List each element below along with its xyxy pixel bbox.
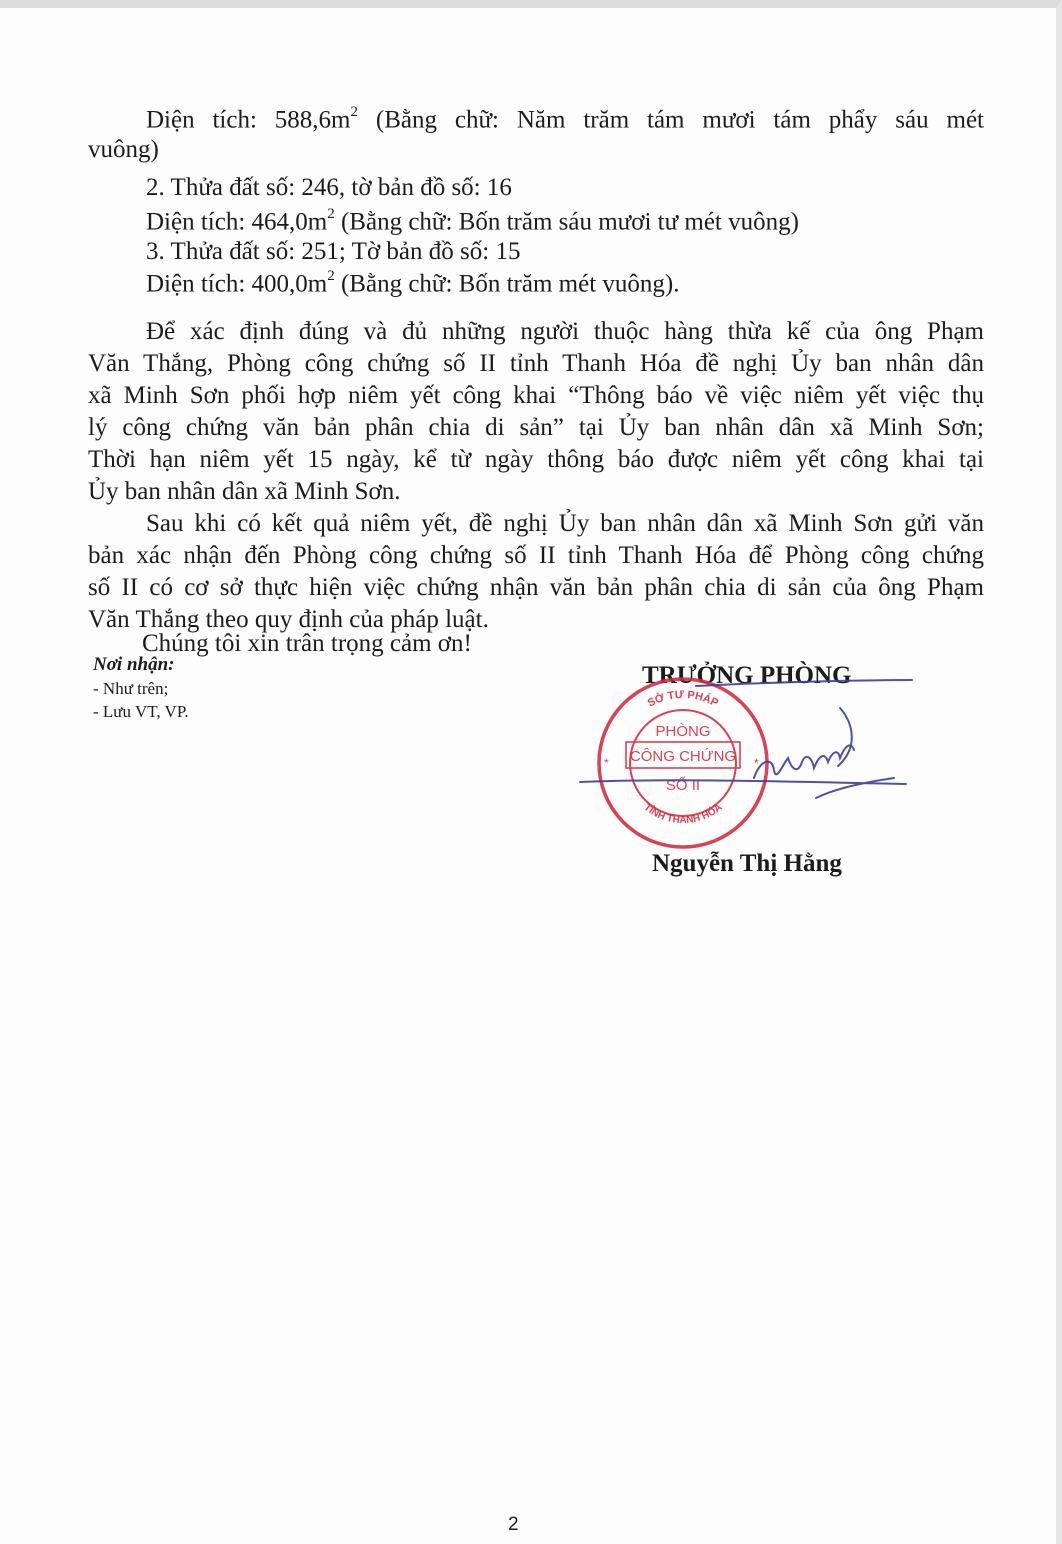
text-line: Văn Thắng, Phòng công chứng số II tỉnh Thanh Hóa đề nghị Ủy ban nhân dân: [88, 350, 984, 377]
text-line: 2. Thửa đất số: 246, tờ bản đồ số: 16: [146, 174, 512, 201]
signer-name: Nguyễn Thị Hằng: [652, 850, 842, 877]
text-line: số II có cơ sở thực hiện việc chứng nhận văn bản phân chia di sản của ông Phạm: [88, 574, 984, 601]
text-line: Văn Thắng theo quy định của pháp luật.: [88, 606, 489, 633]
recipient-item: - Lưu VT, VP.: [93, 702, 189, 721]
text-line: lý công chứng văn bản phân chia di sản” tại Ủy ban nhân dân xã Minh Sơn;: [88, 414, 984, 441]
text-line: Để xác định đúng và đủ những người thuộc hàng thừa kế của ông Phạm: [146, 318, 984, 345]
closing-thanks: Chúng tôi xin trân trọng cảm ơn!: [142, 630, 472, 657]
seal-line-3: SỐ II: [665, 777, 701, 794]
recipient-item: - Như trên;: [93, 679, 169, 698]
seal-ring-top-text: SỞ TƯ PHÁP: [645, 688, 721, 710]
text-line: Diện tích: $588,6m^2$ (Bằng chữ: Năm trăm tám mươi tám phẩy sáu mét: [146, 104, 984, 134]
recipients-header: Nơi nhận:: [93, 654, 175, 675]
seal-line-2: CÔNG CHỨNG: [629, 748, 737, 765]
seal-line-1: PHÒNG: [655, 723, 711, 740]
handwritten-signature: [576, 678, 916, 828]
page-number: 2: [508, 1514, 519, 1535]
text-line: Ủy ban nhân dân xã Minh Sơn.: [88, 478, 401, 505]
seal-star-right: *: [754, 756, 759, 770]
text-line: Diện tích: $464,0m^2$ (Bằng chữ: Bốn trăm sáu mươi tư mét vuông): [146, 206, 799, 236]
seal-star-left: *: [604, 756, 609, 770]
text-line: Sau khi có kết quả niêm yết, đề nghị Ủy ban nhân dân xã Minh Sơn gửi văn: [146, 510, 984, 537]
text-line: 3. Thửa đất số: 251; Tờ bản đồ số: 15: [146, 238, 521, 265]
text-line: vuông): [88, 136, 159, 163]
signer-title: TRƯỞNG PHÒNG: [642, 662, 852, 689]
recipients-block: [93, 654, 189, 722]
text-line: xã Minh Sơn phối hợp niêm yết công khai “Thông báo về việc niêm yết việc thụ: [88, 382, 984, 409]
text-line: bản xác nhận đến Phòng công chứng số II tỉnh Thanh Hóa để Phòng công chứng: [88, 542, 984, 569]
text-line: Thời hạn niêm yết 15 ngày, kể từ ngày thông báo được niêm yết công khai tại: [88, 446, 984, 473]
text-line: Diện tích: $400,0m^2$ (Bằng chữ: Bốn trăm mét vuông).: [146, 268, 680, 298]
seal-ring-bottom-text: TỈNH THANH HÓA: [641, 801, 725, 827]
